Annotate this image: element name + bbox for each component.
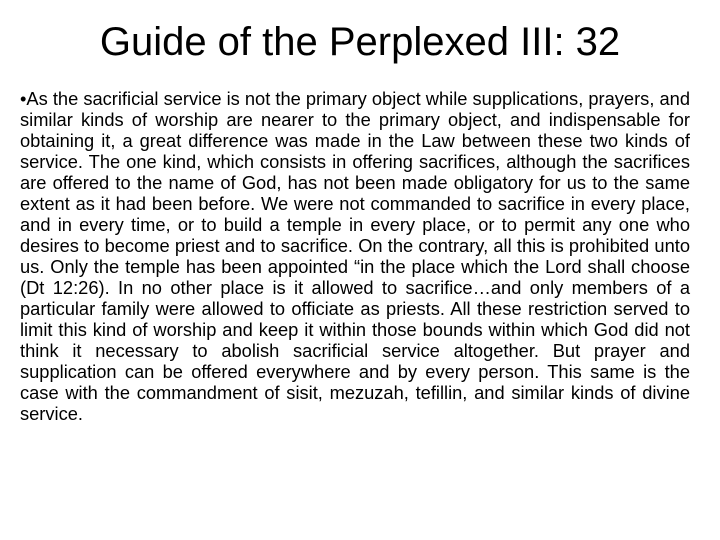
- bullet-text: As the sacrificial service is not the primary object while supplications, prayers, and similar kinds of worship are nearer to the primary object, and indispensable for obtaining it, a great difference was made in the Law between these two kinds of service. The one kind, which consists in offering sacrifices, although the sacrifices are offered to the name of God, has not been made obligatory for us to the same extent as it had been before. We were not commanded to sacrifice in every place, and in every time, or to build a temple in every place, or to permit any one who desires to become priest and to sacrifice. On the contrary, all this is prohibited unto us. Only the temple has been appointed “in the place which the Lord shall choose (Dt 12:26). In no other place is it allowed to sacrifice…and only members of a particular family were allowed to officiate as priests. All these restriction served to limit this kind of worship and keep it within those bounds within which God did not think it necessary to abolish sacrificial service altogether. But prayer and supplication can be offered everywhere and by every person. This same is the case with the commandment of sisit, mezuzah, tefillin, and similar kinds of divine service.: [20, 88, 690, 424]
- bullet-icon: •: [20, 88, 27, 109]
- slide-title: Guide of the Perplexed III: 32: [99, 20, 621, 64]
- bullet-paragraph: [20, 88, 690, 424]
